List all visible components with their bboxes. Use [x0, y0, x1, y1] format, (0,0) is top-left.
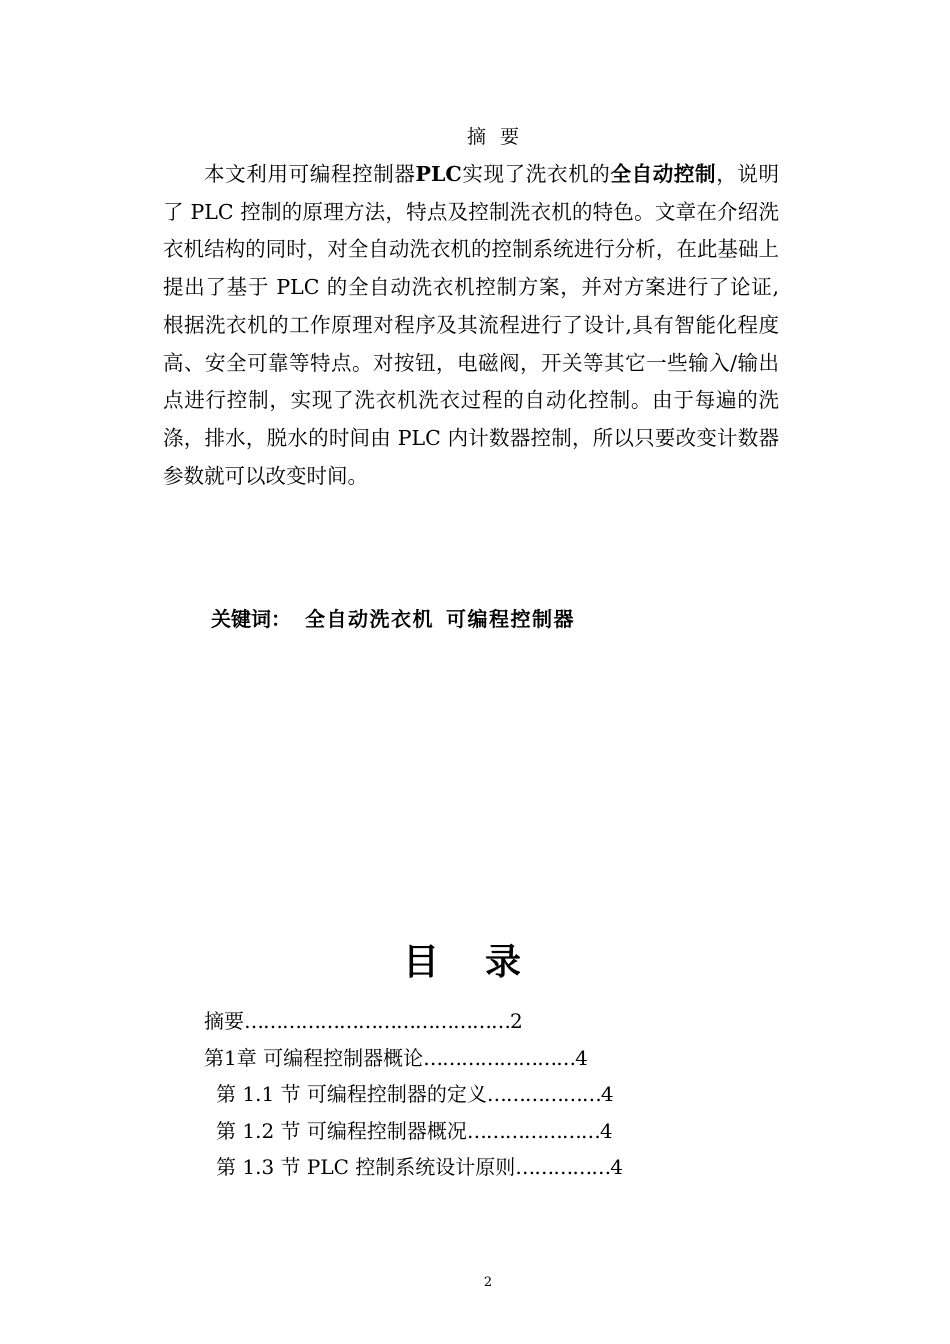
toc-entry-label: 摘要 — [204, 1009, 244, 1033]
toc-leader-dots: ………………… — [466, 1118, 600, 1143]
toc-entry[interactable] — [204, 1003, 804, 1040]
keyword-item: 可编程控制器 — [446, 607, 575, 631]
toc-entry[interactable] — [204, 1113, 804, 1150]
toc-page-number: 2 — [510, 1009, 523, 1033]
abstract-text-segment-bold: PLC — [415, 162, 462, 186]
page-number: 2 — [483, 1275, 493, 1290]
toc-entry[interactable] — [204, 1040, 804, 1077]
toc-leader-dots: …………………… — [423, 1045, 576, 1070]
toc-entry-label: 第 1.2 节 可编程控制器概况 — [216, 1118, 467, 1143]
abstract-text-segment: 实现了洗衣机的 — [461, 162, 611, 186]
toc-page-number: 4 — [599, 1118, 613, 1143]
keywords-label: 关键词： — [211, 607, 291, 631]
keyword-item: 全自动洗衣机 — [305, 607, 434, 631]
abstract-body — [163, 156, 779, 495]
abstract-text-segment-bold: 全自动控制 — [610, 162, 717, 186]
toc-leader-dots: …………………………………… — [244, 1009, 510, 1033]
toc-page-number: 4 — [610, 1155, 624, 1179]
toc-entry-label: 第 1.3 节 PLC 控制系统设计原则 — [216, 1155, 516, 1179]
abstract-text-segment: 本文利用可编程控制器 — [204, 162, 416, 186]
toc-leader-dots: ……………… — [486, 1082, 601, 1106]
table-of-contents — [204, 1003, 804, 1186]
toc-title: 目录 — [402, 942, 567, 983]
toc-entry-label: 第 1.1 节 可编程控制器的定义 — [216, 1082, 487, 1106]
toc-entry-label: 第1章 可编程控制器概论 — [204, 1045, 424, 1070]
toc-leader-dots: …………… — [515, 1155, 611, 1179]
abstract-title: 摘 要 — [466, 126, 524, 148]
toc-page-number: 4 — [575, 1045, 588, 1070]
keywords-line — [211, 604, 575, 634]
toc-page-number: 4 — [600, 1082, 614, 1106]
toc-entry[interactable] — [204, 1149, 804, 1186]
toc-entry[interactable] — [204, 1076, 804, 1113]
abstract-text-segment: ，说明了 PLC 控制的原理方法，特点及控制洗衣机的特色。文章在介绍洗衣机结构的同时，对全自动洗衣机的控制系统进行分析，在此基础上提出了基于 PLC 的全自动洗衣机控制方案，并对方案进行了论证,根据洗衣机的工作原理对程序及其流程进行了设计,具有智能化程度高、安全可靠等特点。对按钮，电磁阀，开关等其它一些输入/输出点进行控制，实现了洗衣机洗衣过程的自动化控制。由于每遍的洗涤，排水，脱水的时间由 PLC 内计数器控制，所以只要改变计数器参数就可以改变时间。 — [163, 162, 780, 488]
